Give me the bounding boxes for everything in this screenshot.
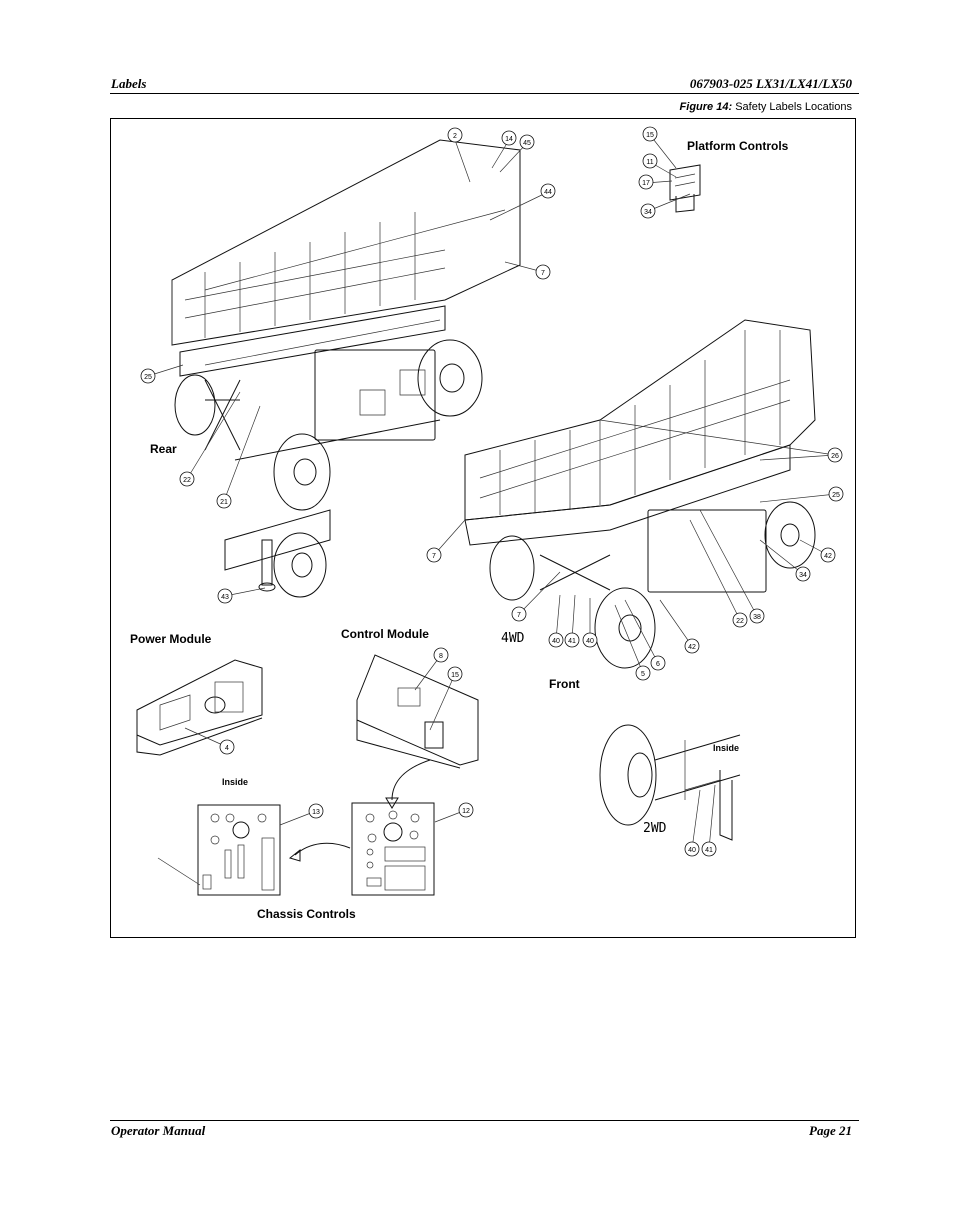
callout: [733, 613, 747, 627]
callout: [828, 448, 842, 462]
svg-text:6: 6: [656, 661, 660, 668]
callout: [220, 740, 234, 754]
svg-text:40: 40: [688, 847, 696, 854]
callout: [536, 265, 550, 279]
svg-text:2: 2: [453, 133, 457, 140]
svg-text:15: 15: [646, 132, 654, 139]
svg-text:42: 42: [824, 553, 832, 560]
svg-text:34: 34: [799, 572, 807, 579]
callout: [309, 804, 323, 818]
svg-text:34: 34: [644, 209, 652, 216]
svg-text:4: 4: [225, 745, 229, 752]
figure-number: Figure 14:: [679, 101, 733, 113]
svg-text:45: 45: [523, 140, 531, 147]
label-inside-power-module: Inside: [222, 777, 249, 787]
svg-text:7: 7: [541, 270, 545, 277]
callout: [821, 548, 835, 562]
header-model-number: 067903-025 LX31/LX41/LX50: [689, 76, 852, 91]
callout: [512, 607, 526, 621]
svg-text:40: 40: [552, 638, 560, 645]
callout: [502, 131, 516, 145]
callout: [434, 648, 448, 662]
callout: [448, 667, 462, 681]
svg-text:22: 22: [183, 477, 191, 484]
callout: [702, 842, 716, 856]
callout: [218, 589, 232, 603]
callout: [685, 639, 699, 653]
label-4wd: 4WD: [501, 631, 525, 646]
callout: [427, 548, 441, 562]
callout: [651, 656, 665, 670]
footer-manual-title: Operator Manual: [111, 1123, 206, 1138]
svg-text:21: 21: [220, 499, 228, 506]
svg-text:11: 11: [646, 159, 654, 166]
callout: [636, 666, 650, 680]
svg-text:26: 26: [831, 453, 839, 460]
svg-text:7: 7: [517, 612, 521, 619]
callout: [520, 135, 534, 149]
callout: [641, 204, 655, 218]
label-front: Front: [549, 677, 580, 691]
svg-text:43: 43: [221, 594, 229, 601]
callout: [750, 609, 764, 623]
callout: [180, 472, 194, 486]
svg-text:14: 14: [505, 136, 513, 143]
label-platform-controls: Platform Controls: [687, 139, 789, 153]
svg-text:41: 41: [705, 847, 713, 854]
svg-text:38: 38: [753, 614, 761, 621]
pothole-guard-drawing: [225, 510, 330, 597]
svg-text:22: 22: [736, 618, 744, 625]
footer-rule: [110, 1120, 859, 1121]
svg-text:42: 42: [688, 644, 696, 651]
callout: [685, 842, 699, 856]
callout: [639, 175, 653, 189]
svg-text:12: 12: [462, 808, 470, 815]
callout: [565, 633, 579, 647]
callout: [643, 154, 657, 168]
svg-text:15: 15: [451, 672, 459, 679]
label-2wd: 2WD: [643, 821, 667, 836]
callout: [448, 128, 462, 142]
svg-text:41: 41: [568, 638, 576, 645]
figure-title: Safety Labels Locations: [735, 101, 852, 113]
label-control-module: Control Module: [341, 627, 429, 641]
callout: [643, 127, 657, 141]
power-module-drawing: [137, 660, 262, 755]
svg-text:13: 13: [312, 809, 320, 816]
callout: [796, 567, 810, 581]
callout: [217, 494, 231, 508]
label-chassis-controls: Chassis Controls: [257, 907, 356, 921]
svg-text:7: 7: [432, 553, 436, 560]
callout: [141, 369, 155, 383]
svg-text:44: 44: [544, 189, 552, 196]
svg-text:25: 25: [832, 492, 840, 499]
callout: [541, 184, 555, 198]
label-power-module: Power Module: [130, 632, 212, 646]
callout: [829, 487, 843, 501]
label-inside-2wd: Inside: [713, 743, 740, 753]
footer-page-number: Page 21: [809, 1123, 852, 1138]
svg-text:17: 17: [642, 180, 650, 187]
svg-text:8: 8: [439, 653, 443, 660]
callout: [583, 633, 597, 647]
callout: [459, 803, 473, 817]
label-rear: Rear: [150, 442, 177, 456]
platform-controls-drawing: [670, 165, 700, 212]
svg-text:25: 25: [144, 374, 152, 381]
header-section-title: Labels: [111, 76, 147, 91]
callout: [549, 633, 563, 647]
svg-text:40: 40: [586, 638, 594, 645]
svg-text:5: 5: [641, 671, 645, 678]
